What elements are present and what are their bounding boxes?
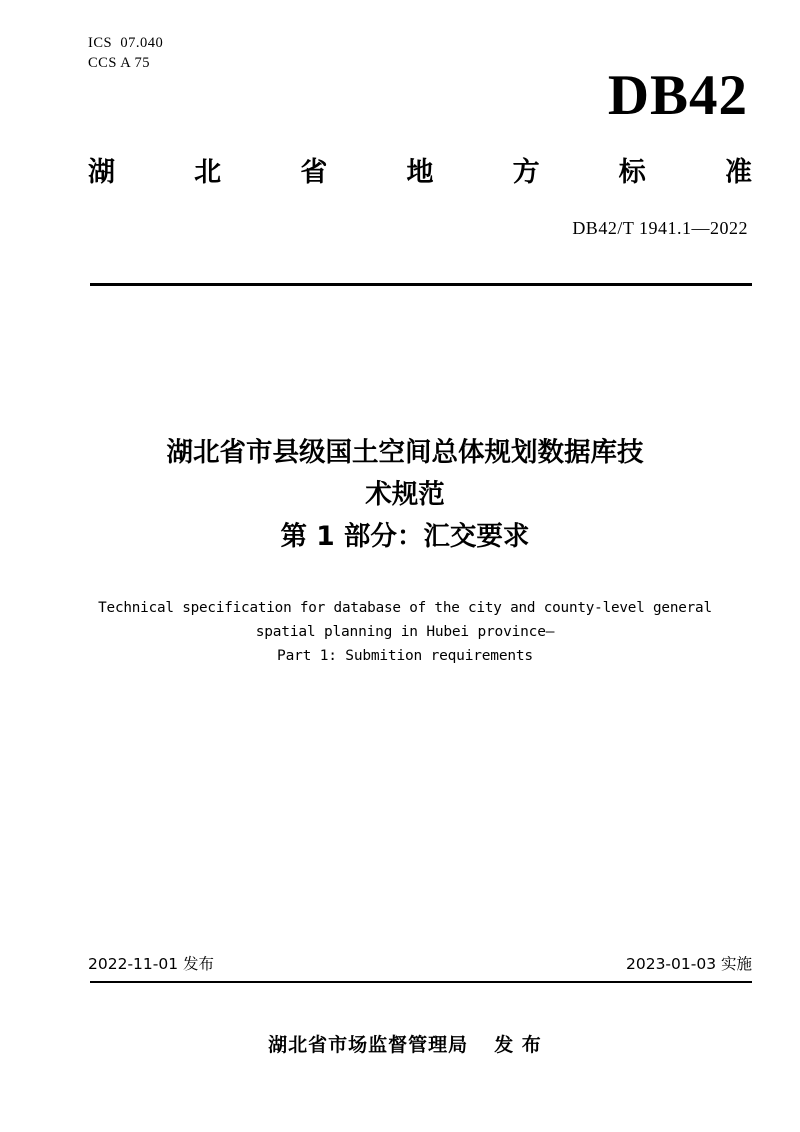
document-title-part: 第 1 部分：汇交要求	[280, 521, 530, 552]
footer-divider	[90, 981, 752, 983]
publisher-line	[80, 1030, 730, 1057]
province-title-char-6: 准	[724, 157, 752, 188]
issue-date: 2022-11-01 发布	[88, 955, 215, 973]
province-title-char-2: 省	[300, 157, 328, 188]
province-title-char-1: 北	[194, 157, 222, 188]
ccs-code: CCS A 75	[88, 55, 151, 71]
publisher-name: 湖北省市场监督管理局	[268, 1034, 469, 1056]
publisher-suffix: 发 布	[494, 1034, 542, 1056]
province-title-char-5: 标	[618, 157, 646, 188]
document-title-line-1: 湖北省市县级国土空间总体规划数据库技	[166, 437, 644, 468]
province-standard-title	[88, 150, 752, 189]
ics-code: ICS 07.040	[88, 35, 164, 51]
header-divider	[90, 283, 752, 286]
province-title-char-4: 方	[512, 157, 540, 188]
document-title-en-line-3: Part 1: Submition requirements	[277, 648, 533, 664]
province-title-char-3: 地	[406, 157, 434, 188]
province-title-char-0: 湖	[88, 157, 115, 188]
effective-date: 2023-01-03 实施	[625, 955, 752, 973]
document-title-english	[70, 596, 740, 668]
document-title-chinese	[80, 432, 730, 558]
db-standard-mark: DB42	[607, 64, 748, 127]
document-title-en-line-1: Technical specification for database of the city and county-level general	[98, 600, 712, 616]
document-title-en-line-2: spatial planning in Hubei province—	[255, 624, 555, 640]
classification-codes	[88, 33, 163, 73]
standard-number: DB42/T 1941.1—2022	[572, 218, 748, 238]
document-title-line-2: 术规范	[365, 479, 445, 510]
date-row	[88, 952, 752, 974]
